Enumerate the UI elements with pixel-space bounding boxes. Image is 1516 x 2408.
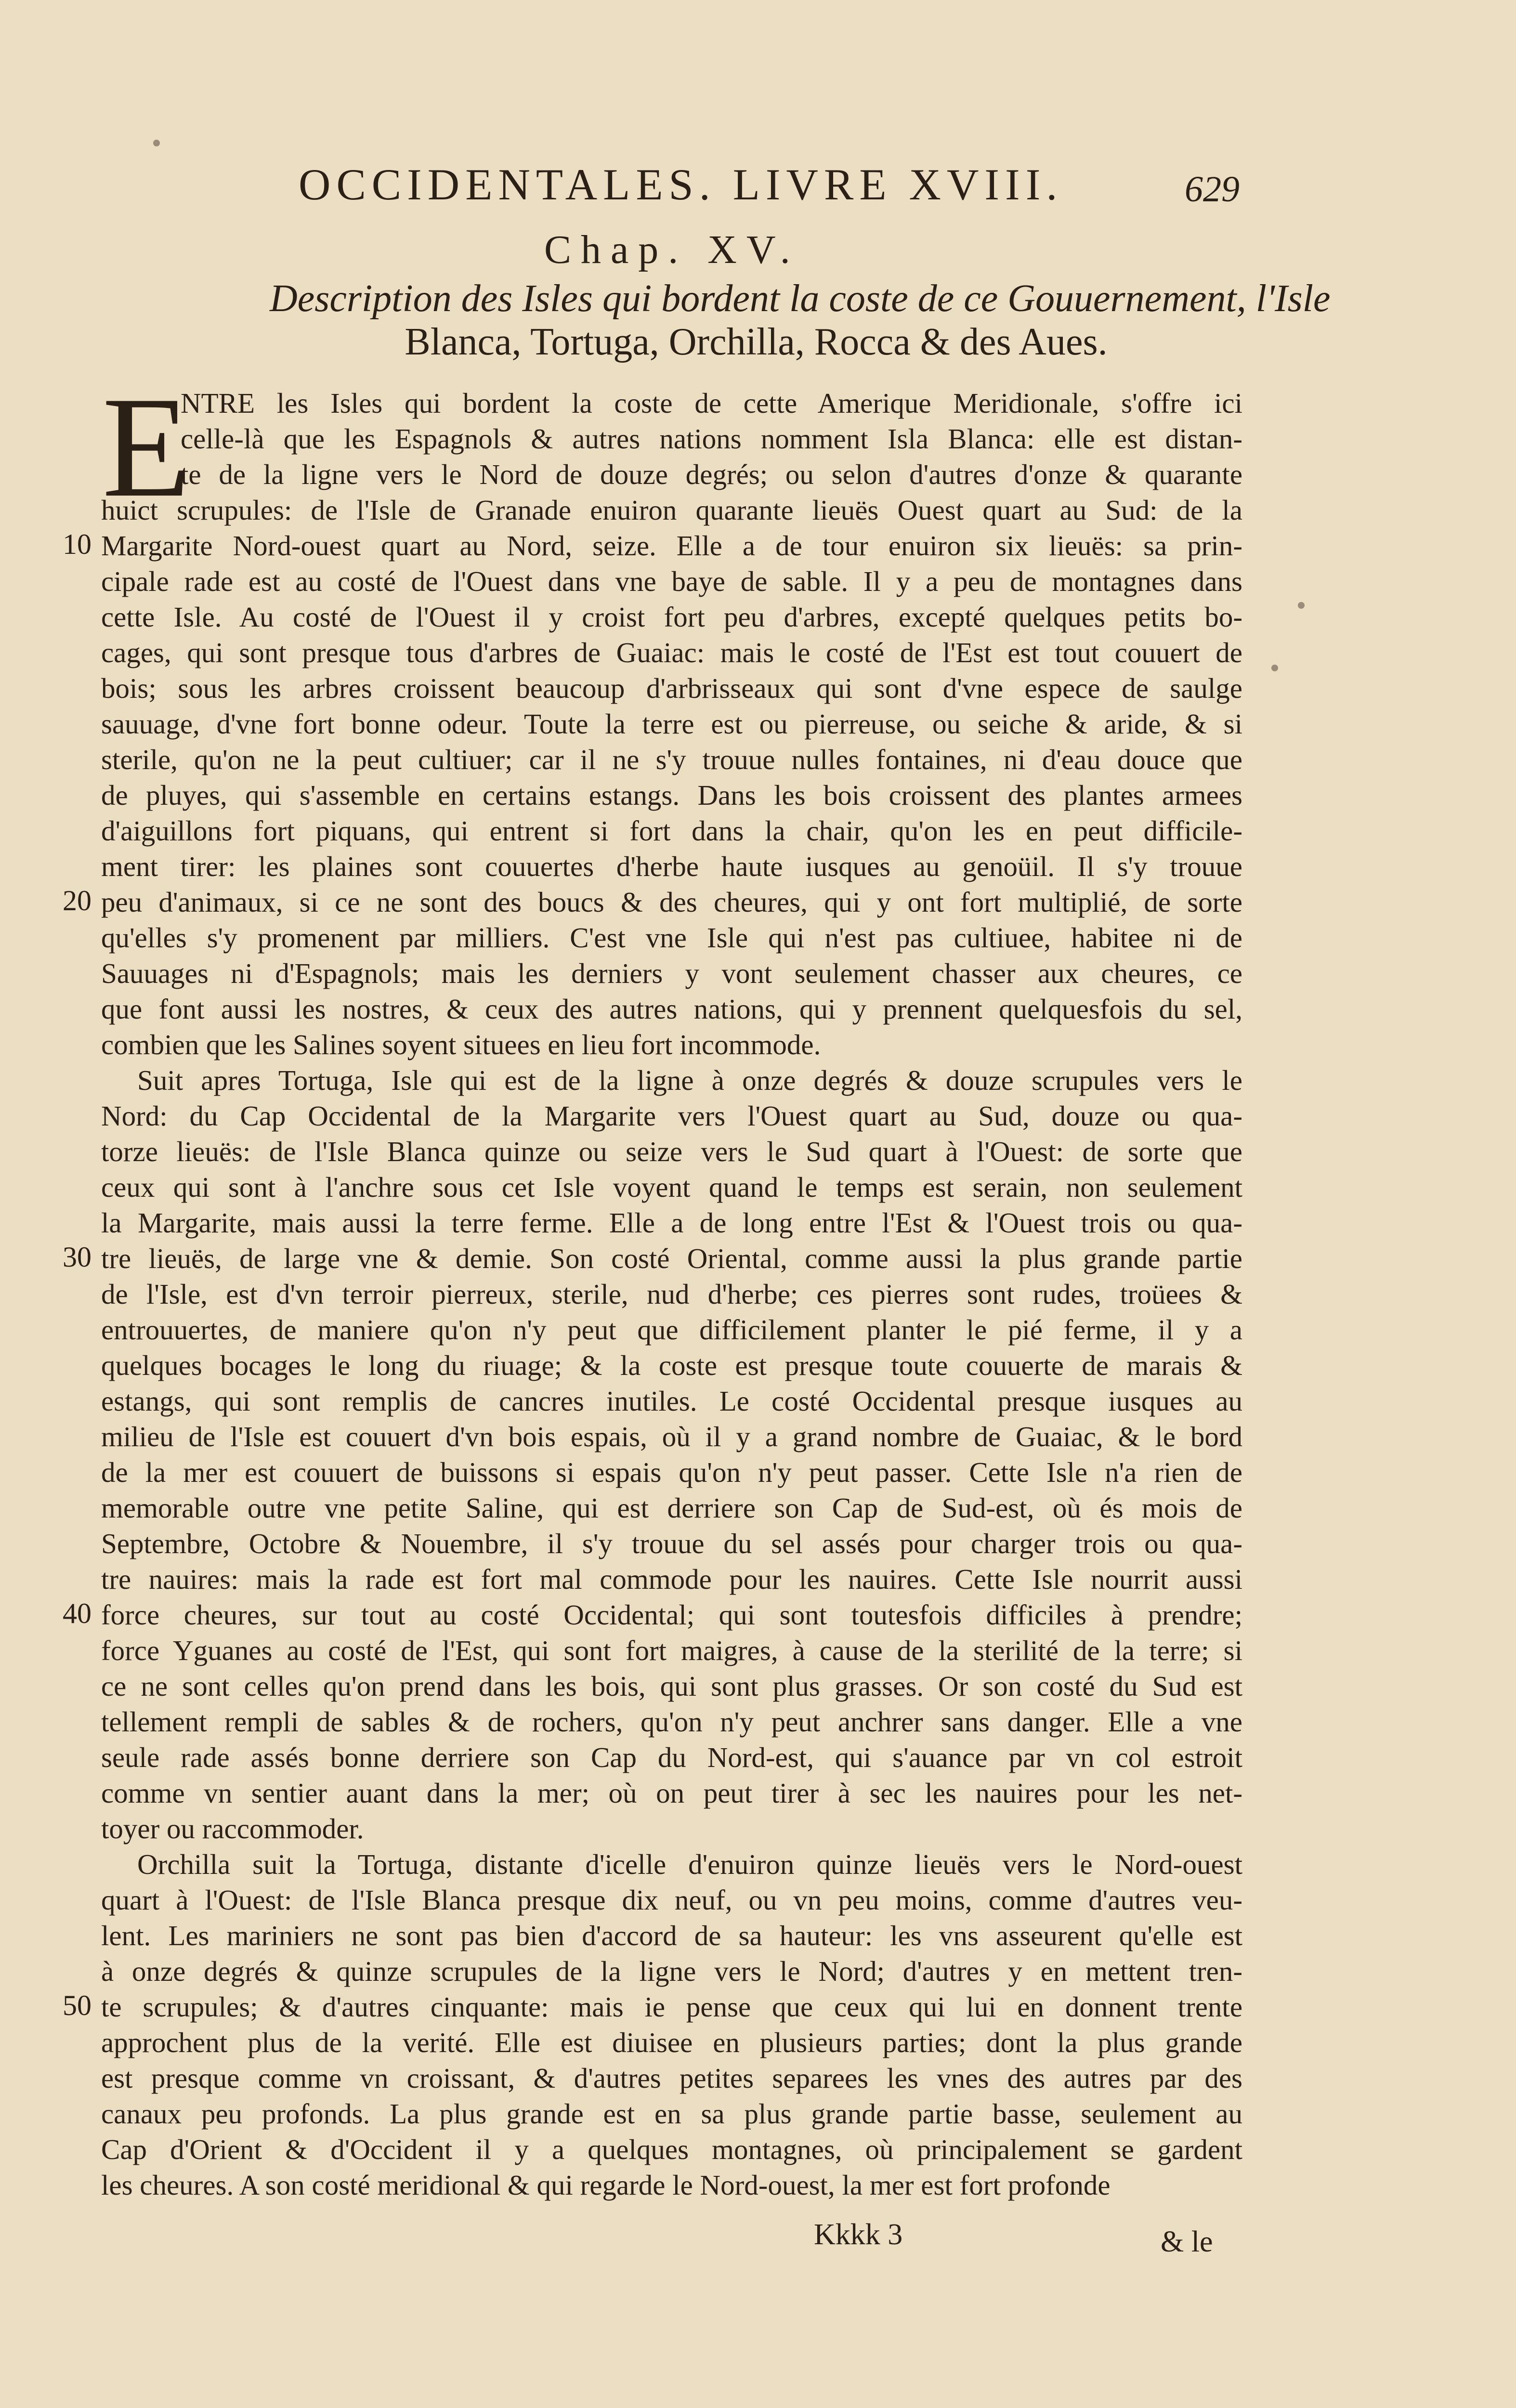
text-line: cages, qui sont presque tous d'arbres de Guaiac: mais le costé de l'Est est tout couuert de [101,637,1242,668]
catchword: & le [1161,2225,1213,2258]
text-line: quart à l'Ouest: de l'Isle Blanca presque dix neuf, ou vn peu moins, comme d'autres veu- [101,1884,1242,1916]
text-line: Cap d'Orient & d'Occident il y a quelques montagnes, où principalement se gardent [101,2133,1242,2165]
text-line: tellement rempli de sables & de rochers, qu'on n'y peut anchrer sans danger. Elle a vne [101,1706,1242,1738]
ink-spot [1298,602,1305,609]
text-line: la Margarite, mais aussi la terre ferme. Elle a de long entre l'Est & l'Ouest trois ou qua- [101,1207,1242,1239]
text-line: sterile, qu'on ne la peut cultiuer; car il ne s'y trouue nulles fontaines, ni d'eau douce que [101,744,1242,775]
text-line: te de la ligne vers le Nord de douze degrés; ou selon d'autres d'onze & quarante [181,458,1242,490]
text-line: estangs, qui sont remplis de cancres inutiles. Le costé Occidental presque iusques au [101,1385,1242,1417]
text-line: te scrupules; & d'autres cinquante: mais ie pense que ceux qui lui en donnent trente [101,1991,1242,2023]
text-line: ce ne sont celles qu'on prend dans les bois, qui sont plus grasses. Or son costé du Sud est [101,1670,1242,1702]
page-number: 629 [1185,169,1240,209]
text-line: Sauuages ni d'Espagnols; mais les derniers y vont seulement chasser aux cheures, ce [101,957,1242,989]
margin-line-number: 40 [63,1597,91,1629]
text-line: tre nauires: mais la rade est fort mal commode pour les nauires. Cette Isle nourrit aussi [101,1563,1242,1595]
text-line: ment tirer: les plaines sont couuertes d'herbe haute iusques au genoüil. Il s'y trouue [101,851,1242,882]
text-line: memorable outre vne petite Saline, qui est derriere son Cap de Sud-est, où és mois de [101,1492,1242,1524]
text-line: force Yguanes au costé de l'Est, qui sont fort maigres, à cause de la sterilité de la terre; si [101,1635,1242,1666]
text-line: d'aiguillons fort piquans, qui entrent si fort dans la chair, qu'on les en peut difficile- [101,815,1242,847]
ink-spot [153,140,160,146]
text-line: comme vn sentier auant dans la mer; où on peut tirer à sec les nauires pour les net- [101,1777,1242,1809]
drop-capital: E [102,367,191,527]
chapter-title-line-1: Description des Isles qui bordent la coste de ce Gouuernement, l'Isle [270,277,1331,320]
chapter-title-line-2: Blanca, Tortuga, Orchilla, Rocca & des Aues. [405,321,1108,363]
text-line: qu'elles s'y promenent par milliers. C'est vne Isle qui n'est pas cultiuee, habitee ni de [101,922,1242,954]
text-line: ceux qui sont à l'anchre sous cet Isle voyent quand le temps est serain, non seulement [101,1171,1242,1203]
text-line: tre lieuës, de large vne & demie. Son costé Oriental, comme aussi la plus grande partie [101,1243,1242,1274]
margin-line-number: 50 [63,1989,91,2021]
text-line: sauuage, d'vne fort bonne odeur. Toute la terre est ou pierreuse, ou seiche & aride, & si [101,708,1242,740]
text-line: de la mer est couuert de buissons si espais qu'on n'y peut passer. Cette Isle n'a rien de [101,1456,1242,1488]
text-line: Orchilla suit la Tortuga, distante d'icelle d'enuiron quinze lieuës vers le Nord-ouest [137,1848,1242,1880]
text-line: torze lieuës: de l'Isle Blanca quinze ou seize vers le Sud quart à l'Ouest: de sorte que [101,1136,1242,1167]
signature-mark: Kkkk 3 [814,2218,903,2251]
text-line: celle-là que les Espagnols & autres nations nomment Isla Blanca: elle est distan- [181,423,1242,455]
chapter-heading: Chap. XV. [544,227,800,272]
text-line: lent. Les mariniers ne sont pas bien d'accord de sa hauteur: les vns asseurent qu'elle est [101,1920,1242,1951]
text-line: quelques bocages le long du riuage; & la coste est presque toute couuerte de marais & [101,1349,1242,1381]
text-line: Margarite Nord-ouest quart au Nord, seize. Elle a de tour enuiron six lieuës: sa prin- [101,530,1242,562]
margin-line-number: 30 [63,1241,91,1273]
text-line: à onze degrés & quinze scrupules de la ligne vers le Nord; d'autres y en mettent tren- [101,1955,1242,1987]
text-line: est presque comme vn croissant, & d'autres petites separees les vnes des autres par des [101,2062,1242,2094]
text-line: de pluyes, qui s'assemble en certains estangs. Dans les bois croissent des plantes armees [101,779,1242,811]
text-line: toyer ou raccommoder. [101,1813,364,1845]
text-line: de l'Isle, est d'vn terroir pierreux, sterile, nud d'herbe; ces pierres sont rudes, troüees & [101,1278,1242,1310]
margin-line-number: 20 [63,885,91,916]
text-line: approchent plus de la verité. Elle est diuisee en plusieurs parties; dont la plus grande [101,2027,1242,2058]
ink-spot [1271,665,1278,671]
text-line: seule rade assés bonne derriere son Cap du Nord-est, qui s'auance par vn col estroit [101,1741,1242,1773]
text-line: force cheures, sur tout au costé Occidental; qui sont toutesfois difficiles à prendre; [101,1599,1242,1631]
running-title: OCCIDENTALES. LIVRE XVIII. [299,160,1063,209]
text-line: milieu de l'Isle est couuert d'vn bois espais, où il y a grand nombre de Guaiac, & le bord [101,1421,1242,1453]
text-line: canaux peu profonds. La plus grande est en sa plus grande partie basse, seulement au [101,2098,1242,2130]
text-line: Septembre, Octobre & Nouembre, il s'y trouue du sel assés pour charger trois ou qua- [101,1528,1242,1559]
text-line: peu d'animaux, si ce ne sont des boucs & des cheures, qui y ont fort multiplié, de sorte [101,886,1242,918]
text-line: cette Isle. Au costé de l'Ouest il y croist fort peu d'arbres, excepté quelques petits bo- [101,601,1242,633]
text-line: NTRE les Isles qui bordent la coste de cette Amerique Meridionale, s'offre ici [181,387,1242,419]
margin-line-number: 10 [63,528,91,560]
text-line: bois; sous les arbres croissent beaucoup d'arbrisseaux qui sont d'vne espece de saulge [101,672,1242,704]
text-line: combien que les Salines soyent situees en lieu fort incommode. [101,1029,821,1060]
text-line: entrouuertes, de maniere qu'on n'y peut que difficilement planter le pié ferme, il y a [101,1314,1242,1346]
text-line: que font aussi les nostres, & ceux des autres nations, qui y prennent quelquesfois du sel, [101,993,1242,1025]
text-line: Suit apres Tortuga, Isle qui est de la ligne à onze degrés & douze scrupules vers le [137,1064,1242,1096]
text-line: Nord: du Cap Occidental de la Margarite vers l'Ouest quart au Sud, douze ou qua- [101,1100,1242,1132]
text-line: huict scrupules: de l'Isle de Granade enuiron quarante lieuës Ouest quart au Sud: de la [101,494,1242,526]
text-line: cipale rade est au costé de l'Ouest dans vne baye de sable. Il y a peu de montagnes dans [101,565,1242,597]
text-line: les cheures. A son costé meridional & qui regarde le Nord-ouest, la mer est fort profonde [101,2169,1111,2201]
